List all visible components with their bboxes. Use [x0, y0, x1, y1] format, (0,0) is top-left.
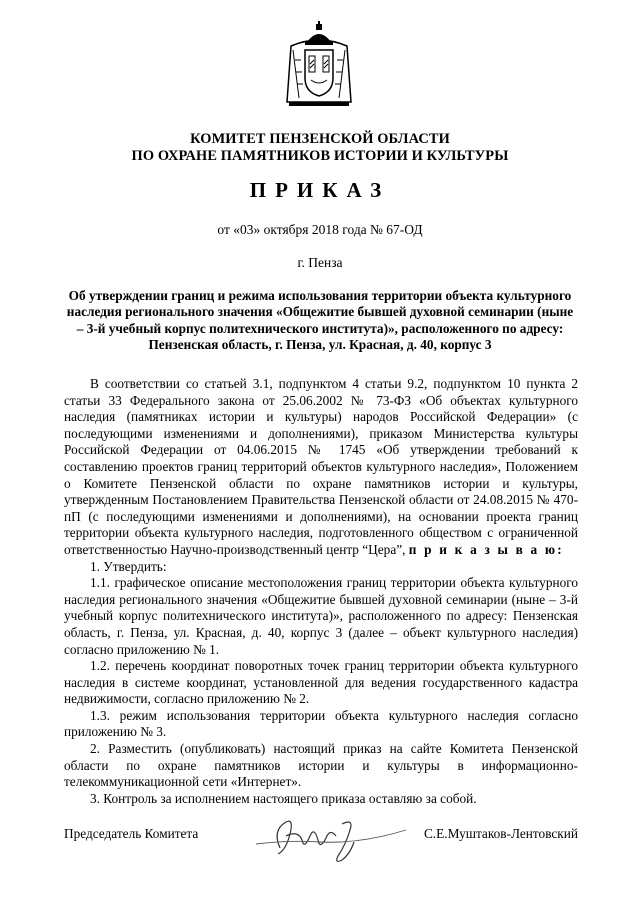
coat-of-arms-icon — [285, 20, 353, 108]
item-1: 1. Утвердить: — [90, 558, 167, 574]
document-city: г. Пенза — [297, 255, 343, 270]
document-body — [64, 376, 578, 807]
preamble-text: В соответствии со статьей 3.1, подпунктом 4 статьи 9.2, подпунктом 10 пункта 2 статьи 33 Федерального закона от 25.06.2002 № 73-ФЗ «Об объектах культурного наследия (памятниках истории и культуры) народов Российской Федерации» (с последующими изменениями и дополнениями), приказом Министерства культуры Российской Федерации от 04.06.2015 № 1745 «Об утверждении требований к составлению проектов границ территорий объектов культурного наследия», Положением о Комитете Пензенской области по охране памятников истории и культуры, утвержденным Постановлением Правительства Пензенской области от 24.08.2015 № 470-пП (с последующими изменениями и дополнениями), на основании проекта границ территории объекта культурного наследия, подготовленного обществом с ограниченной ответственностью Научно-производственный центр “Цера”, — [64, 376, 578, 557]
signatory-name: С.Е.Муштаков-Лентовский — [423, 826, 578, 841]
item-3: 3. Контроль за исполнением настоящего приказа оставляю за собой. — [90, 790, 477, 806]
signatory-position: Председатель Комитета — [64, 826, 199, 841]
item-2: 2. Разместить (опубликовать) настоящий приказ на сайте Комитета Пензенской области по охране памятников истории и культуры в информационно-телекоммуникационной сети «Интернет». — [64, 741, 578, 790]
order-word: п р и к а з ы в а ю: — [408, 541, 564, 557]
organization-name-line-2: ПО ОХРАНЕ ПАМЯТНИКОВ ИСТОРИИ И КУЛЬТУРЫ — [131, 148, 509, 164]
handwritten-signature — [250, 800, 410, 870]
item-1-3: 1.3. режим использования территории объекта культурного наследия согласно приложению № 3. — [64, 707, 578, 740]
document-type-title: ПРИКАЗ — [249, 178, 391, 202]
preamble-paragraph — [64, 376, 578, 559]
document-date-number: от «03» октября 2018 года № 67-ОД — [217, 222, 423, 237]
item-1-2: 1.2. перечень координат поворотных точек границ территории объекта культурного наследия в системе координат, установленной для ведения государственного кадастра недвижимости, согласно приложению № 2. — [64, 658, 578, 707]
document-subject: Об утверждении границ и режима использования территории объекта культурного наследия регионального значения «Общежитие бывшей духовной семинарии (ныне – 3-й учебный корпус политехнического института)», расположенного по адресу: Пензенская область, г. Пенза, ул. Красная, д. 40, корпус 3 — [66, 288, 574, 352]
item-1-1: 1.1. графическое описание местоположения границ территории объекта культурного наследия регионального значения «Общежитие бывшей духовной семинарии (ныне – 3-й учебный корпус политехнического института)», расположенного по адресу: Пензенская область, г. Пенза, ул. Красная, д. 40, корпус 3 (далее – объект культурного наследия) согласно приложению № 1. — [64, 575, 578, 657]
organization-name-line-1: КОМИТЕТ ПЕНЗЕНСКОЙ ОБЛАСТИ — [190, 131, 450, 147]
